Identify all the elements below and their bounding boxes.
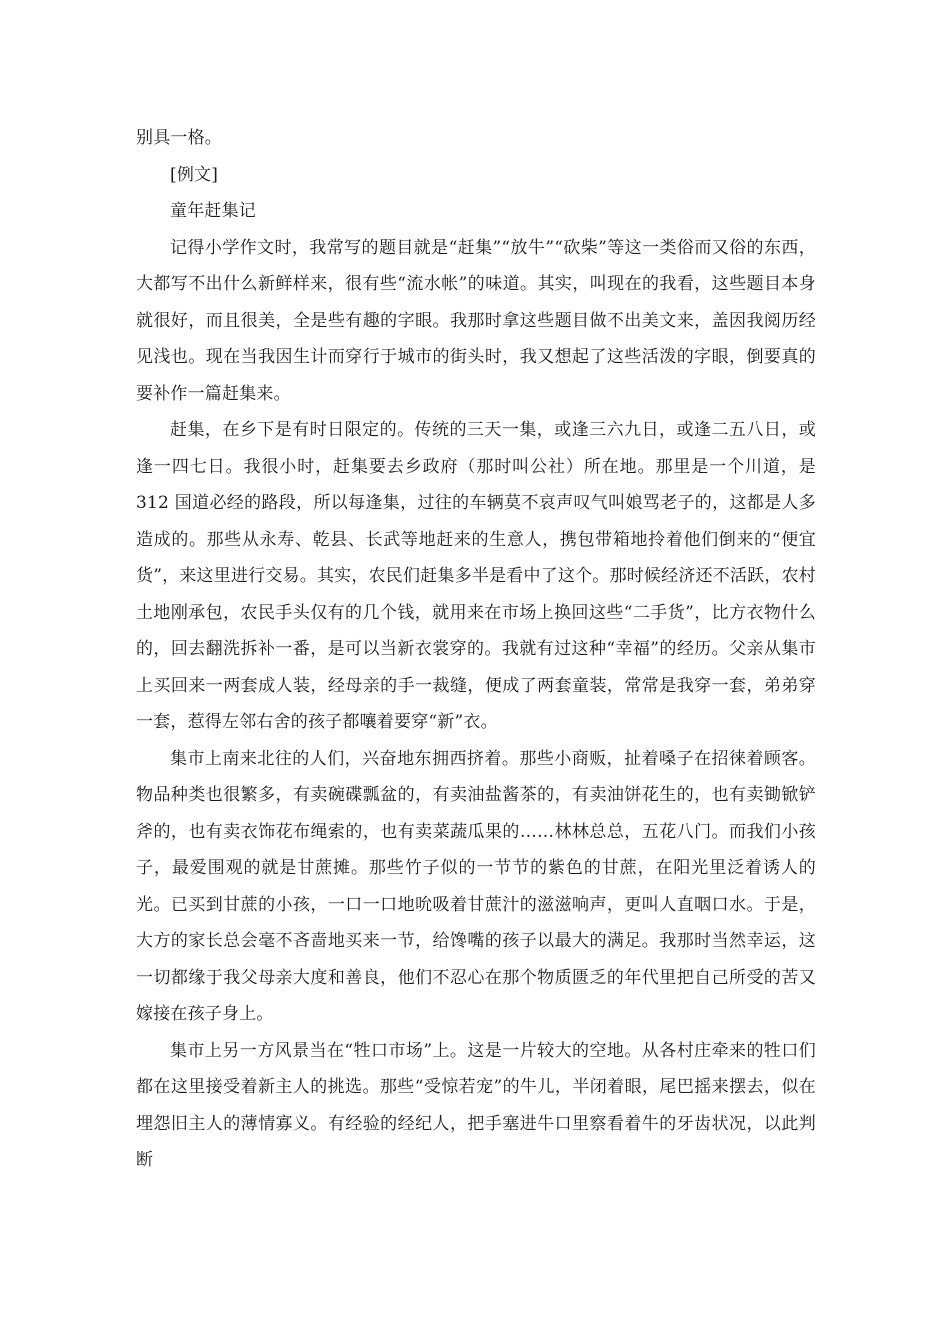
paragraph: 记得小学作文时，我常写的题目就是“赶集”“放牛”“砍柴”等这一类俗而又俗的东西，大都写不出什么新鲜样来，很有些“流水帐”的味道。其实，叫现在的我看，这些题目本身就很好，而且很美，全是些有趣的字眼。我那时拿这些题目做不出美文来，盖因我阅历经见浅也。现在当我因生计而穿行于城市的街头时，我又想起了这些活泼的字眼，倒要真的要补作一篇赶集来。 <box>136 237 816 404</box>
paragraph: 集市上南来北往的人们，兴奋地东拥西挤着。那些小商贩，扯着嗓子在招徕着顾客。物品种类也很繁多，有卖碗碟瓢盆的，有卖油盐酱茶的，有卖油饼花生的，也有卖锄锨铲斧的，也有卖衣饰花布绳索的，也有卖菜蔬瓜果的……林林总总，五花八门。而我们小孩子，最爱围观的就是甘蔗摊。那些竹子似的一节节的紫色的甘蔗，在阳光里泛着诱人的光。已买到甘蔗的小孩，一口一口地吮吸着甘蔗汁的滋滋响声，更叫人直咽口水。于是，大方的家长总会毫不吝啬地买来一节，给馋嘴的孩子以最大的满足。我那时当然幸运，这一切都缘于我父母亲大度和善良，他们不忍心在那个物质匮乏的年代里把自己所受的苦又嫁接在孩子身上。 <box>136 748 816 1024</box>
paragraph: 赶集，在乡下是有时日限定的。传统的三天一集，或逢三六九日，或逢二五八日，或逢一四七日。我很小时，赶集要去乡政府（那时叫公社）所在地。那里是一个川道，是 312 国道必经的路段，所以每逢集，过往的车辆莫不哀声叹气叫娘骂老子的，这都是人多造成的。那些从永寿、乾县、长武等地赶来的生意人，携包带箱地拎着他们倒来的“便宜货”，来这里进行交易。其实，农民们赶集多半是看中了这个。那时候经济还不活跃，农村土地刚承包，农民手头仅有的几个钱，就用来在市场上换回这些“二手货”，比方衣物什么的，回去翻洗拆补一番，是可以当新衣裳穿的。我就有过这种“幸福”的经历。父亲从集市上买回来一两套成人装，经母亲的手一裁缝，便成了两套童装，常常是我穿一套，弟弟穿一套，惹得左邻右舍的孩子都嚷着要穿“新”衣。 <box>136 420 816 732</box>
continuation-text: 别具一格。 <box>136 128 222 148</box>
essay-title: 童年赶集记 <box>170 201 256 221</box>
example-label: [例文] <box>170 164 219 185</box>
document-body <box>136 120 816 1179</box>
paragraph: 集市上另一方风景当在“牲口市场”上。这是一片较大的空地。从各村庄牵来的牲口们都在这里接受着新主人的挑选。那些“受惊若宠”的牛儿，半闭着眼，尾巴摇来摆去，似在埋怨旧主人的薄情寡义。有经验的经纪人，把手塞进牛口里察看着牛的牙齿状况，以此判断 <box>136 1040 816 1170</box>
